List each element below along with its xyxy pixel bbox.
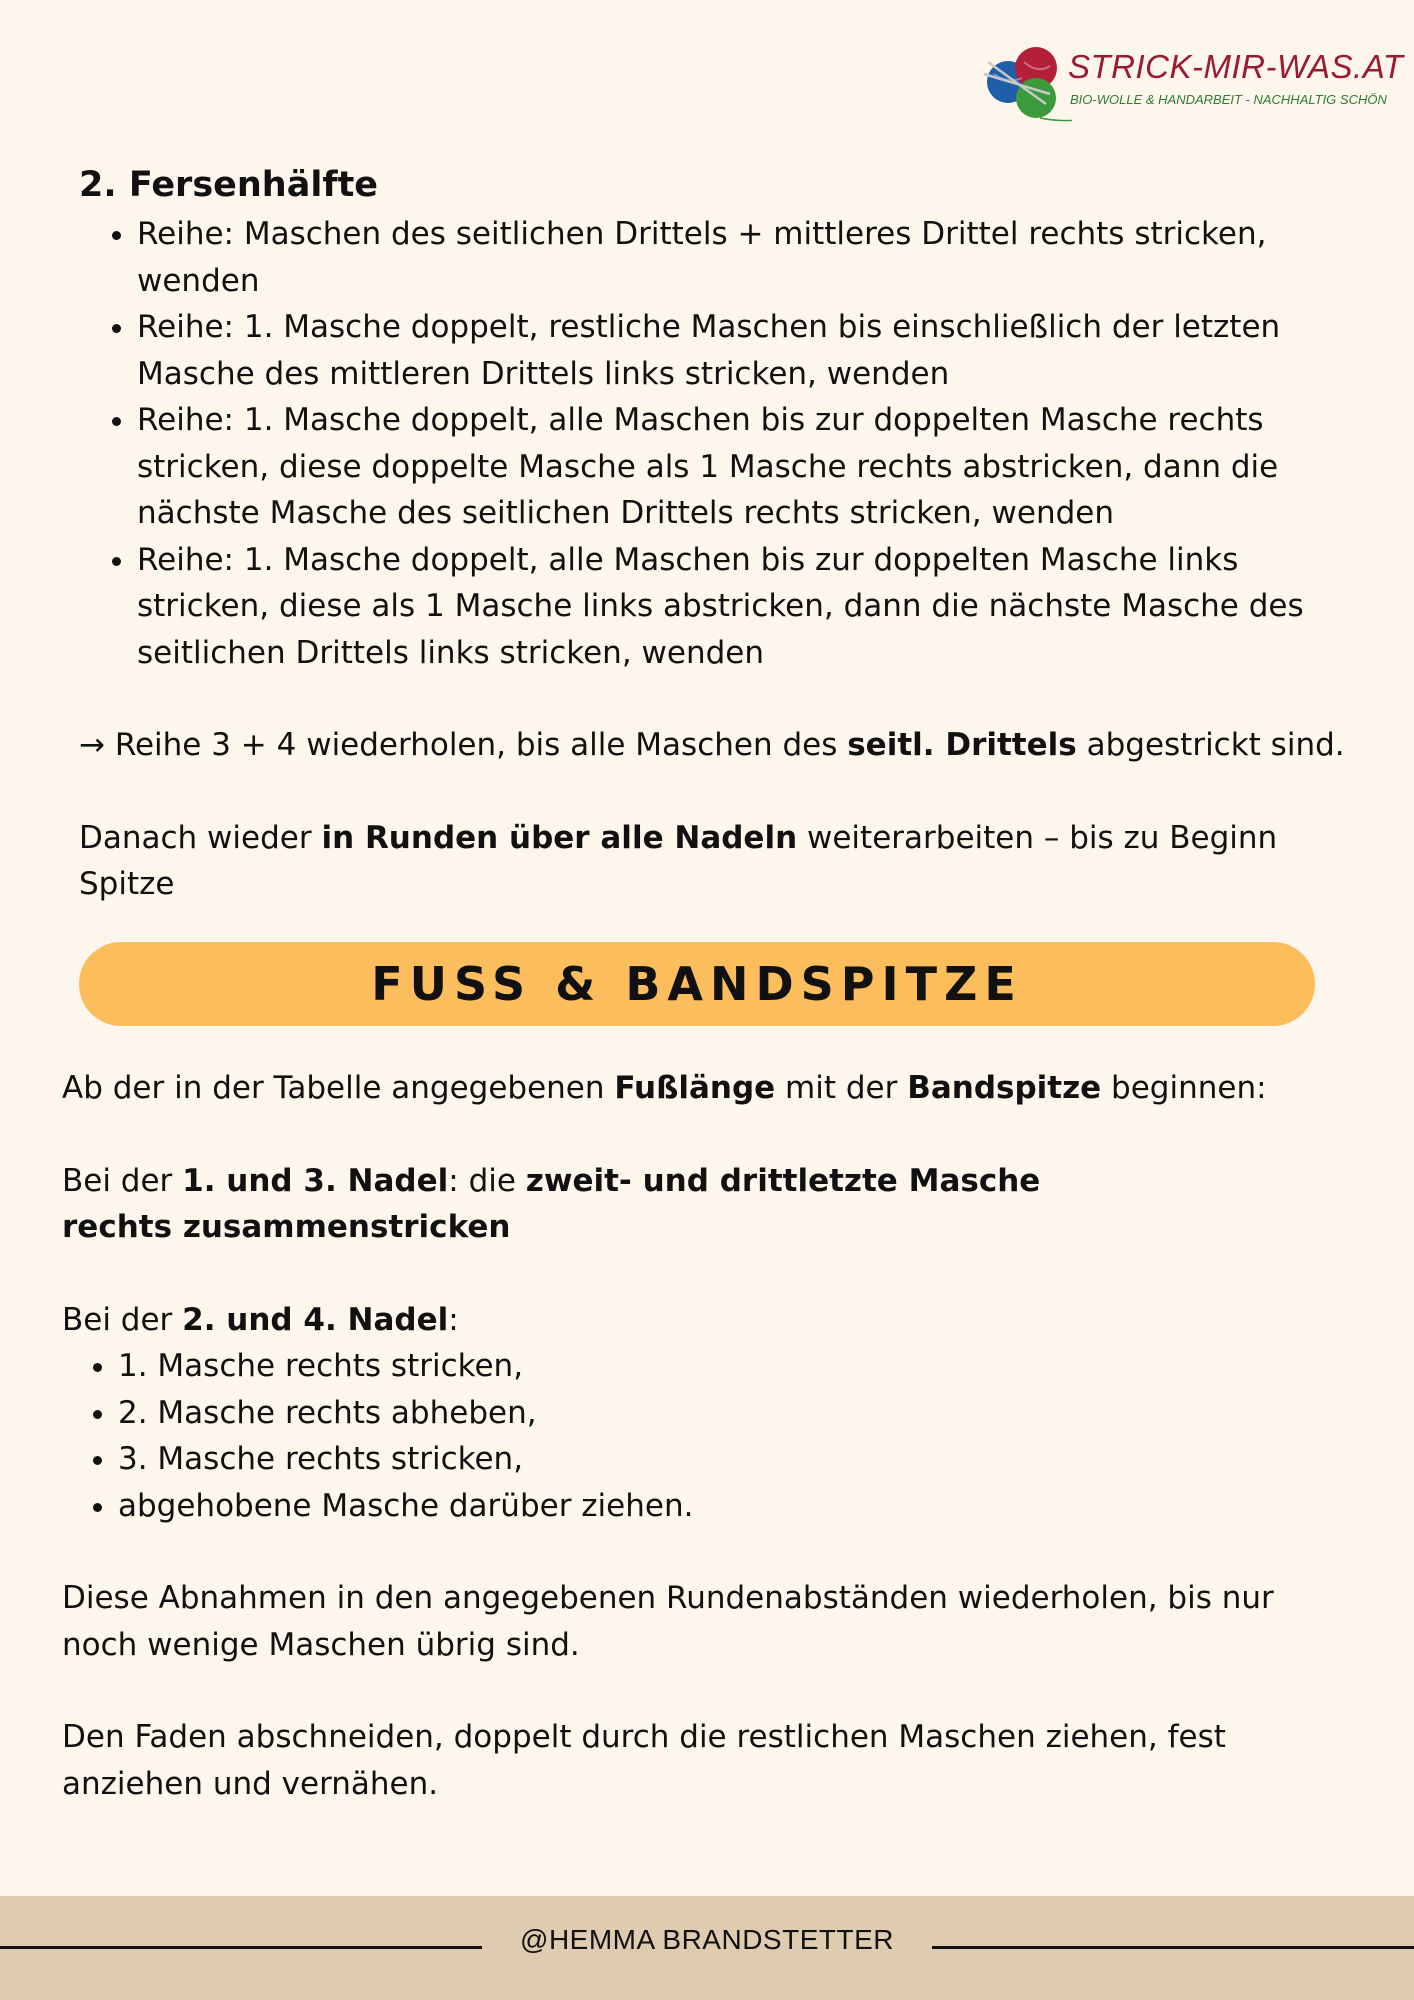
list-item: • Reihe: 1. Masche doppelt, restliche Maschen bis einschließlich der letzten Masche des mittleren Drittels links stricken, wenden bbox=[137, 304, 1369, 397]
footer bbox=[0, 1896, 1414, 2000]
logo-subtitle: BIO-WOLLE & HANDARBEIT - NACHHALTIG SCHÖN bbox=[1070, 92, 1387, 107]
steps-list bbox=[62, 1343, 1362, 1529]
row-list bbox=[79, 211, 1369, 676]
list-item: • Reihe: Maschen des seitlichen Drittels + mittleres Drittel rechts stricken, wenden bbox=[137, 211, 1369, 304]
repeat-instruction: → Reihe 3 + 4 wiederholen, bis alle Maschen des seitl. Drittels abgestrickt sind. bbox=[79, 727, 1345, 763]
intro-text: Ab der in der Tabelle angegebenen Fußlänge mit der Bandspitze beginnen: bbox=[62, 1070, 1267, 1106]
finish-text: Den Faden abschneiden, doppelt durch die restlichen Maschen ziehen, fest anziehen und vernähen. bbox=[62, 1719, 1226, 1802]
section-banner: FUSS & BANDSPITZE bbox=[79, 942, 1315, 1026]
section-heading: 2. Fersenhälfte bbox=[79, 165, 379, 205]
footer-credit: @HEMMA BRANDSTETTER bbox=[520, 1924, 894, 1955]
list-item: • 1. Masche rechts stricken, bbox=[118, 1343, 1362, 1390]
list-item: • Reihe: 1. Masche doppelt, alle Maschen bis zur doppelten Masche rechts stricken, diese doppelte Masche als 1 Masche rechts abstricken, dann die nächste Masche des seitlichen Drittels rechts stricken, wenden bbox=[137, 397, 1369, 537]
needles-2-4-instruction: Bei der 2. und 4. Nadel: bbox=[62, 1301, 459, 1338]
foot-toe-section bbox=[62, 1065, 1362, 1807]
decrease-repeat-text: Diese Abnahmen in den angegebenen Rundenabständen wiederholen, bis nur noch wenige Maschen übrig sind. bbox=[62, 1580, 1274, 1663]
yarn-balls-icon bbox=[980, 44, 1072, 130]
list-item: • 3. Masche rechts stricken, bbox=[118, 1436, 1362, 1483]
list-item: • Reihe: 1. Masche doppelt, alle Maschen bis zur doppelten Masche links stricken, diese als 1 Masche links abstricken, dann die nächste Masche des seitlichen Drittels links stricken, wenden bbox=[137, 537, 1369, 677]
brand-logo[interactable] bbox=[980, 44, 1404, 130]
list-item: • abgehobene Masche darüber ziehen. bbox=[118, 1483, 1362, 1530]
list-item: • 2. Masche rechts abheben, bbox=[118, 1390, 1362, 1437]
logo-title: STRICK-MIR-WAS.AT bbox=[1068, 48, 1404, 85]
needles-1-3-instruction: Bei der 1. und 3. Nadel: die zweit- und drittletzte Masche rechts zusammenstricken bbox=[62, 1162, 1041, 1245]
continue-instruction: Danach wieder in Runden über alle Nadeln weiterarbeiten – bis zu Beginn Spitze bbox=[79, 819, 1278, 902]
heel-second-half-section bbox=[79, 165, 1369, 908]
